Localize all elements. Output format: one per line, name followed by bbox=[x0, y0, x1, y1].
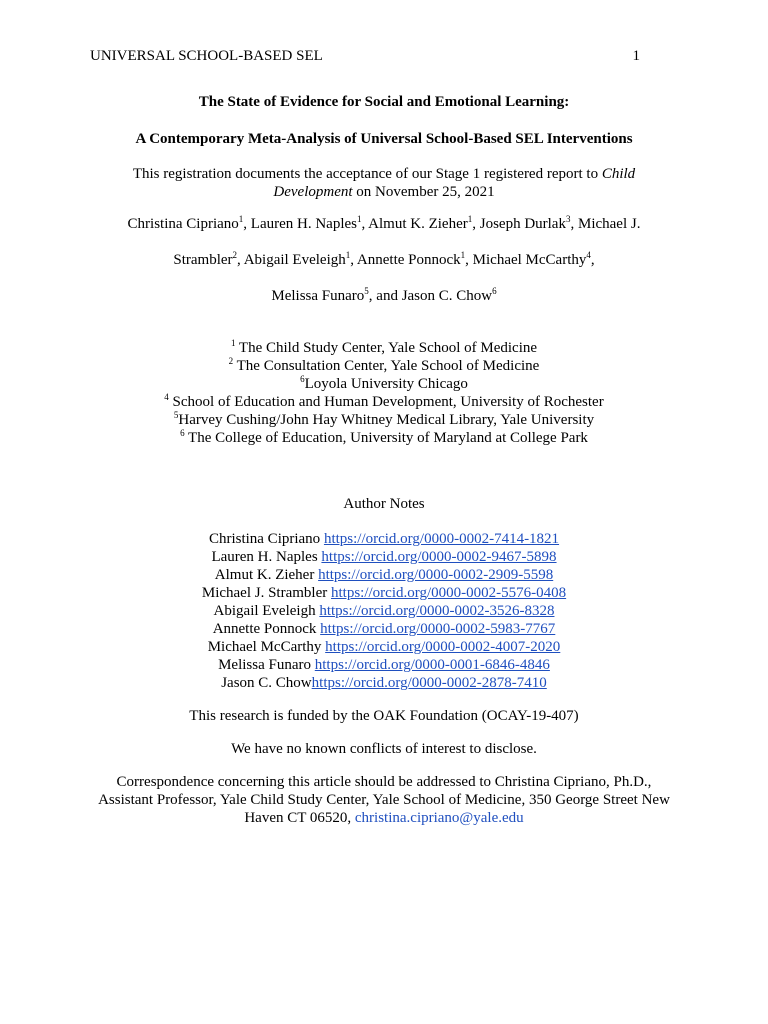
author-separator: , bbox=[590, 252, 595, 268]
correspondence-block bbox=[70, 773, 698, 827]
affiliation-sup: 6 bbox=[300, 374, 305, 384]
affiliation-row bbox=[90, 339, 678, 357]
author-affiliation-sup: 1 bbox=[357, 214, 362, 224]
author-name: , Michael McCarthy bbox=[465, 252, 587, 268]
author-affiliation-sup: 6 bbox=[492, 286, 497, 296]
orcid-link[interactable]: https://orcid.org/0000-0002-9467-5898 bbox=[321, 549, 557, 565]
author-name: Strambler bbox=[173, 252, 233, 268]
affiliation-row bbox=[90, 357, 678, 375]
affiliation-row bbox=[90, 429, 678, 447]
orcid-author-name: Abigail Eveleigh bbox=[213, 603, 316, 619]
affiliation-text: Harvey Cushing/John Hay Whitney Medical Library, Yale University bbox=[178, 412, 595, 428]
affiliation-row bbox=[90, 375, 678, 393]
orcid-link[interactable]: https://orcid.org/0000-0002-2909-5598 bbox=[318, 567, 554, 583]
author-name: , Joseph Durlak bbox=[472, 216, 566, 232]
orcid-author-name: Christina Cipriano bbox=[208, 531, 321, 547]
author-line-2 bbox=[90, 251, 678, 269]
affiliation-sup: 6 bbox=[180, 428, 185, 438]
affiliation-text: The College of Education, University of Maryland at College Park bbox=[184, 430, 588, 446]
affiliation-text: Loyola University Chicago bbox=[304, 376, 468, 392]
orcid-link[interactable]: https://orcid.org/0000-0002-3526-8328 bbox=[319, 603, 555, 619]
orcid-link[interactable]: https://orcid.org/0000-0001-6846-4846 bbox=[314, 657, 550, 673]
registration-text-after: on November 25, 2021 bbox=[352, 184, 495, 200]
orcid-author-name: Michael McCarthy bbox=[207, 639, 322, 655]
affiliation-sup: 5 bbox=[173, 410, 179, 420]
conflicts-statement: We have no known conflicts of interest to disclose. bbox=[231, 741, 537, 757]
orcid-row bbox=[90, 674, 678, 692]
journal-name-part-2: Development bbox=[273, 184, 353, 200]
orcid-row bbox=[90, 602, 678, 620]
affiliation-row bbox=[90, 411, 678, 429]
affiliation-text: The Consultation Center, Yale School of Medicine bbox=[233, 358, 540, 374]
page-number: 1 bbox=[632, 48, 640, 64]
author-affiliation-sup: 5 bbox=[364, 286, 369, 296]
affiliation-sup: 1 bbox=[230, 338, 236, 348]
author-notes-heading: Author Notes bbox=[343, 496, 425, 512]
author-name: , Abigail Eveleigh bbox=[237, 252, 346, 268]
affiliation-row bbox=[90, 393, 678, 411]
orcid-author-name: Annette Ponnock bbox=[212, 621, 317, 637]
author-name: , Lauren H. Naples bbox=[243, 216, 357, 232]
orcid-author-name: Michael J. Strambler bbox=[201, 585, 328, 601]
correspondence-line-2: Assistant Professor, Yale Child Study Center, Yale School of Medicine, 350 George Street New bbox=[98, 792, 670, 808]
paper-title-line-2: A Contemporary Meta-Analysis of Universal School-Based SEL Interventions bbox=[135, 131, 633, 147]
registration-note bbox=[90, 165, 678, 201]
author-name: , Annette Ponnock bbox=[350, 252, 461, 268]
author-affiliation-sup: 1 bbox=[345, 250, 351, 260]
author-affiliation-sup: 1 bbox=[238, 214, 244, 224]
paper-title-line-1: The State of Evidence for Social and Emotional Learning: bbox=[198, 94, 570, 110]
orcid-row bbox=[90, 566, 678, 584]
orcid-row bbox=[90, 620, 678, 638]
affiliations-list bbox=[90, 339, 678, 447]
journal-name-part-1: Child bbox=[601, 166, 636, 182]
orcid-author-name: Melissa Funaro bbox=[218, 657, 312, 673]
orcid-link[interactable]: https://orcid.org/0000-0002-4007-2020 bbox=[325, 639, 561, 655]
orcid-link[interactable]: https://orcid.org/0000-0002-7414-1821 bbox=[323, 531, 560, 547]
affiliation-text: The Child Study Center, Yale School of Medicine bbox=[235, 340, 538, 356]
author-affiliation-sup: 1 bbox=[460, 250, 466, 260]
correspondence-line-3: Haven CT 06520, bbox=[244, 810, 355, 826]
author-affiliation-sup: 1 bbox=[467, 214, 473, 224]
author-name: , Michael J. bbox=[570, 216, 641, 232]
registration-text-before: This registration documents the acceptance of our Stage 1 registered report to bbox=[132, 166, 602, 182]
funding-statement: This research is funded by the OAK Foundation (OCAY-19-407) bbox=[189, 708, 579, 724]
author-affiliation-sup: 4 bbox=[586, 250, 591, 260]
affiliation-sup: 4 bbox=[164, 392, 169, 402]
author-name: Christina Cipriano bbox=[127, 216, 239, 232]
affiliation-text: School of Education and Human Development, University of Rochester bbox=[168, 394, 604, 410]
orcid-list bbox=[90, 530, 678, 692]
author-name: Melissa Funaro bbox=[271, 288, 365, 304]
orcid-link[interactable]: https://orcid.org/0000-0002-2878-7410 bbox=[311, 675, 547, 691]
author-affiliation-sup: 2 bbox=[232, 250, 238, 260]
orcid-row bbox=[90, 584, 678, 602]
orcid-link[interactable]: https://orcid.org/0000-0002-5576-0408 bbox=[331, 585, 567, 601]
orcid-author-name: Almut K. Zieher bbox=[214, 567, 315, 583]
correspondence-line-1: Correspondence concerning this article should be addressed to Christina Cipriano, Ph.D., bbox=[116, 774, 652, 790]
orcid-author-name: Jason C. Chow bbox=[221, 675, 312, 691]
author-name: , Almut K. Zieher bbox=[361, 216, 468, 232]
affiliation-sup: 2 bbox=[228, 356, 234, 366]
orcid-row bbox=[90, 638, 678, 656]
orcid-row bbox=[90, 656, 678, 674]
orcid-author-name: Lauren H. Naples bbox=[211, 549, 318, 565]
orcid-link[interactable]: https://orcid.org/0000-0002-5983-7767 bbox=[320, 621, 556, 637]
correspondence-email-link[interactable]: christina.cipriano@yale.edu bbox=[354, 810, 524, 826]
author-name: , and Jason C. Chow bbox=[368, 288, 493, 304]
orcid-row bbox=[90, 548, 678, 566]
author-line-1 bbox=[90, 215, 678, 233]
running-head-title: UNIVERSAL SCHOOL-BASED SEL bbox=[90, 48, 323, 64]
author-line-3 bbox=[90, 287, 678, 305]
author-affiliation-sup: 3 bbox=[565, 214, 571, 224]
orcid-row bbox=[90, 530, 678, 548]
